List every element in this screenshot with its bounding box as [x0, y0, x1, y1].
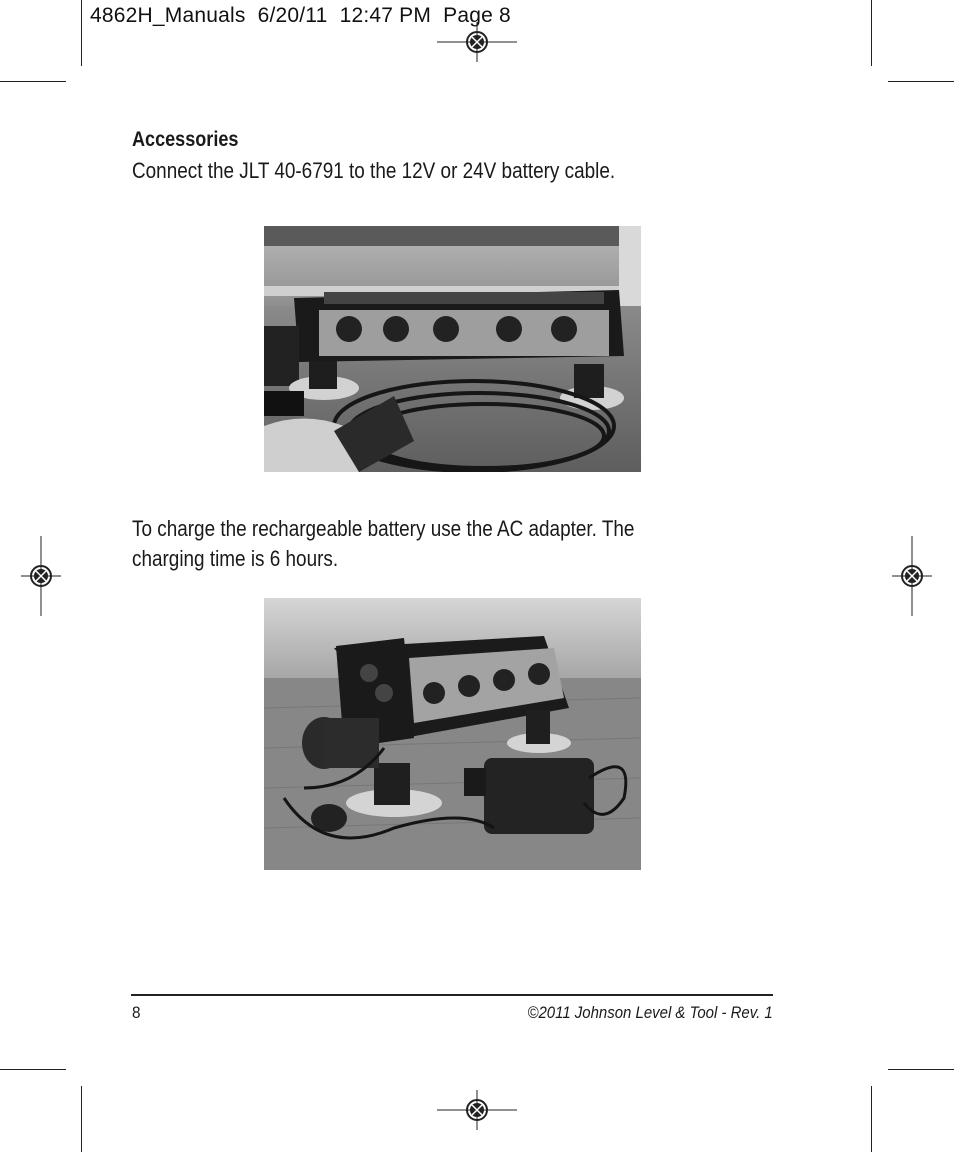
crop-mark — [81, 0, 82, 66]
crop-mark — [0, 81, 66, 82]
print-slug: 4862H_Manuals 6/20/11 12:47 PM Page 8 — [90, 4, 511, 27]
charge-text-line1: To charge the rechargeable battery use the AC adapter. The — [132, 516, 635, 541]
section-heading: Accessories — [132, 128, 239, 151]
crop-mark — [888, 81, 954, 82]
registration-mark-icon — [437, 1070, 517, 1150]
crop-mark — [888, 1069, 954, 1070]
crop-mark — [871, 0, 872, 66]
battery-cable-photo — [264, 226, 641, 472]
ac-adapter-photo — [264, 598, 641, 870]
intro-text: Connect the JLT 40-6791 to the 12V or 24V battery cable. — [132, 158, 616, 183]
crop-mark — [81, 1086, 82, 1152]
registration-mark-icon — [437, 2, 517, 82]
footer-rule — [131, 994, 773, 996]
crop-mark — [871, 1086, 872, 1152]
crop-mark — [0, 1069, 66, 1070]
registration-mark-icon — [872, 536, 952, 616]
registration-mark-icon — [1, 536, 81, 616]
charge-text-line2: charging time is 6 hours. — [132, 546, 339, 571]
copyright-notice: ©2011 Johnson Level & Tool - Rev. 1 — [527, 1003, 773, 1022]
page-number: 8 — [132, 1003, 141, 1022]
